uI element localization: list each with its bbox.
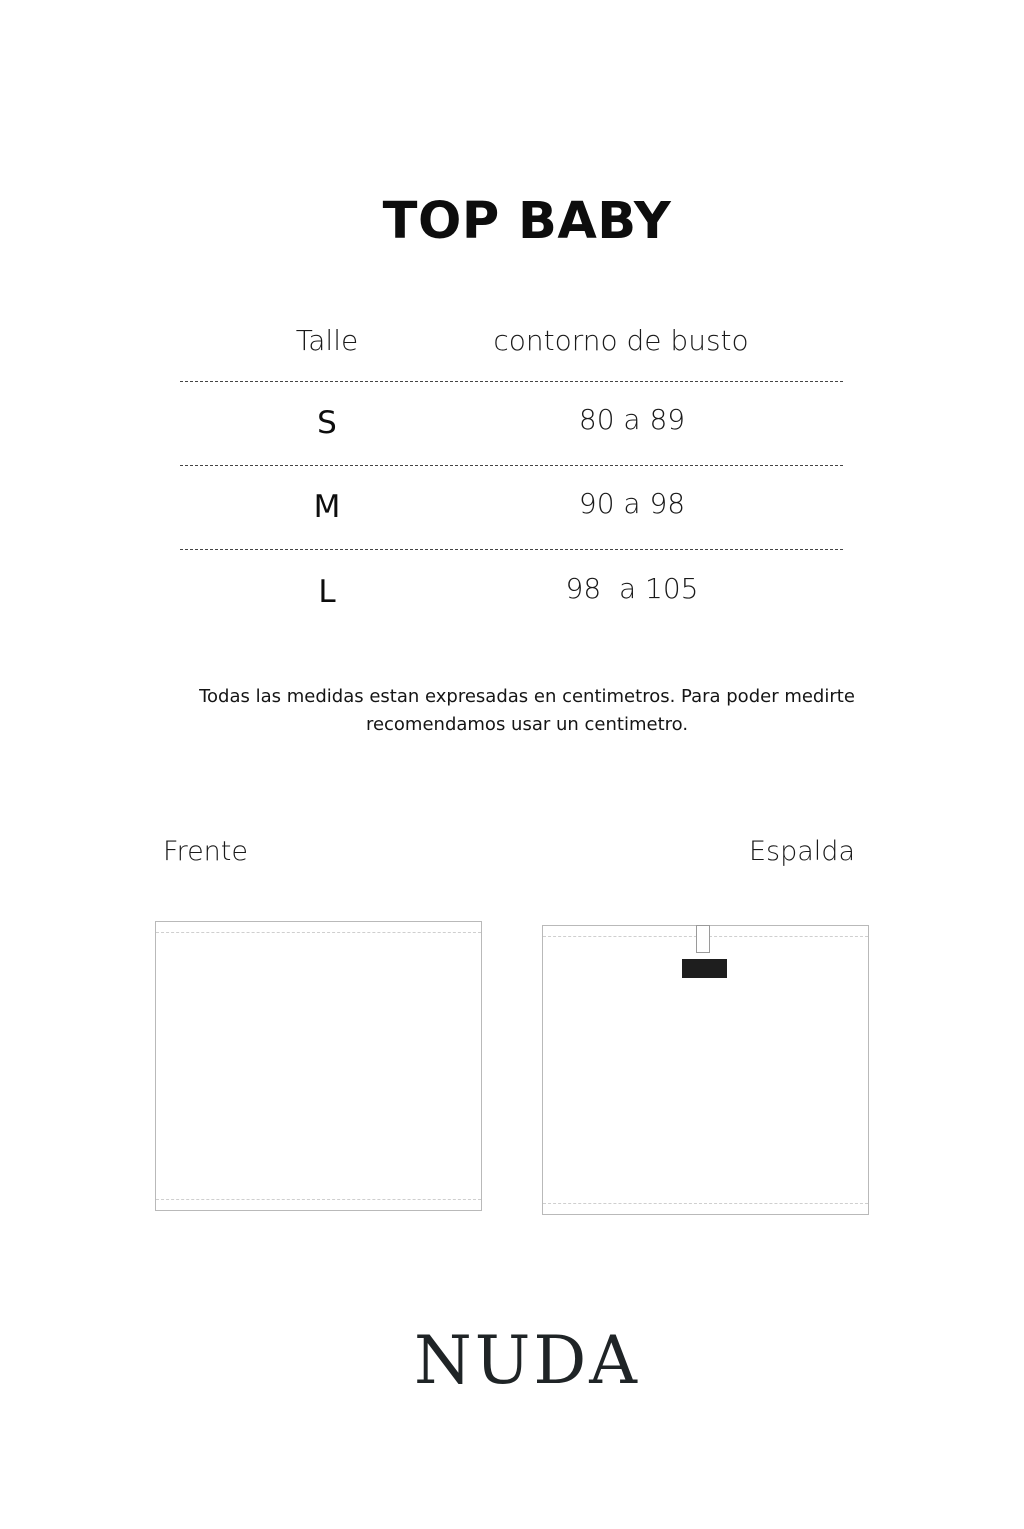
column-header-bust: contorno de busto xyxy=(493,324,749,357)
page-title: TOP BABY xyxy=(382,192,672,251)
row-size-label: M xyxy=(313,489,341,525)
table-divider xyxy=(180,381,843,382)
row-size-label: S xyxy=(317,405,337,441)
column-header-size: Talle xyxy=(295,324,359,357)
bottom-stitch-line xyxy=(543,1203,868,1204)
front-view-label: Frente xyxy=(163,836,248,867)
table-divider xyxy=(180,549,843,550)
back-garment-illustration xyxy=(542,925,869,1215)
back-view-label: Espalda xyxy=(749,836,855,867)
row-bust-range: 90 a 98 xyxy=(578,487,686,520)
table-divider xyxy=(180,465,843,466)
row-bust-range: 80 a 89 xyxy=(578,403,686,436)
brand-tag xyxy=(682,959,727,978)
front-garment-illustration xyxy=(155,921,482,1211)
note-line-1: Todas las medidas estan expresadas en centimetros. Para poder medirte xyxy=(199,686,855,707)
row-bust-range: 98 a 105 xyxy=(565,572,699,605)
note-line-2: recomendamos usar un centimetro. xyxy=(365,714,689,735)
bottom-stitch-line xyxy=(156,1199,481,1200)
top-stitch-line xyxy=(156,932,481,933)
row-size-label: L xyxy=(318,574,336,610)
brand-logo: NUDA xyxy=(414,1322,640,1399)
hanger-loop xyxy=(696,925,710,953)
measurement-note xyxy=(140,683,914,739)
